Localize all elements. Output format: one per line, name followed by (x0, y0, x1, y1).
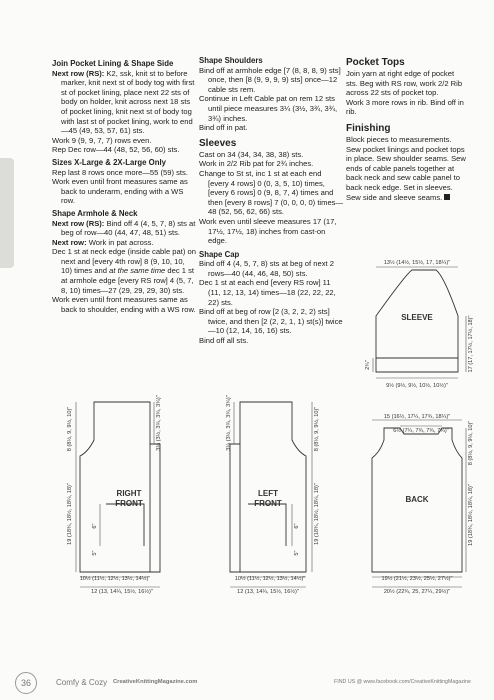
instruction-next-row: Next row (RS): K2, ssk, knit st to before marker, knit next st of body tog with first st of pocket lining, place next 22 sts of body on holder, knit across next 18 sts of pocket lining, knit next st of body tog with last st of pocket lining, work to end—45 (49, 53, 57, 61) sts. (52, 68, 195, 136)
instruction-sizes-rep: Rep last 8 rows once more—55 (59) sts. (52, 167, 188, 177)
instruction-cap3: Bind off at beg of row [2 (3, 2, 2, 2) sts] twice, and then [2 (2, 2, 1, 1) st(s)] twice—10 (12, 14, 16, 16) sts. (199, 307, 343, 336)
instruction-sl1: Cast on 34 (34, 34, 38, 38) sts. (199, 149, 304, 159)
instruction-pt1: Join yarn at right edge of pocket sts. Beg with RS row, work 2/2 Rib across 22 sts of pocket top. (346, 69, 463, 98)
heading-pocket-tops: Pocket Tops (346, 57, 405, 68)
left-front-pocket (248, 504, 286, 546)
instruction-cap4: Bind off all sts. (199, 336, 249, 346)
right-front-pocket (106, 504, 144, 546)
magazine-name: Comfy & Cozy (56, 678, 108, 687)
instruction-next-row-pat: Next row: Work in pat across. (52, 237, 154, 247)
rf-neck-label: 3¼ (3½, 3¾, 3¾, 3¾)" (156, 395, 162, 451)
lf-pocket5-label: 5" (294, 550, 300, 556)
rf-pocket5-label: 5" (92, 550, 98, 556)
rf-label1: RIGHT (116, 489, 142, 498)
sleeve-length-label: 17 (17, 17½, 17½, 18)" (468, 315, 474, 373)
rf-armhole-label: 8 (8½, 9, 9½, 10)" (67, 406, 73, 452)
back-armhole-label: 8 (8½, 9, 9½, 10)" (468, 420, 474, 466)
instruction-sl4: Work even until sleeve measures 17 (17, 17½, 17½, 18) inches from cast-on edge. (199, 216, 337, 246)
back-width2-label: 20½ (22¾, 25, 27¼, 29½)" (383, 589, 451, 595)
right-front-outline (80, 402, 160, 572)
instruction-sizes-work: Work even until front measures same as back to underarm, ending with a WS row. (52, 177, 188, 206)
sleeve-top-label: 13½ (14½, 15½, 17, 18¼)" (383, 260, 451, 266)
left-front-outline (230, 402, 306, 572)
instruction-work9: Work 9 (9, 9, 7, 7) rows even. (52, 135, 152, 145)
facebook-link[interactable]: FIND US @ www.facebook.com/CreativeKnittingMagazine (334, 679, 471, 685)
instruction-sh2: Continue in Left Cable pat on rem 12 sts until piece measures 3¼ (3½, 3¾, 3¾, 3¾) inches. (199, 94, 338, 123)
lf-width2-label: 12 (13, 14¼, 15½, 16½)" (237, 589, 299, 595)
instruction-f2: Sew pocket linings and pocket tops in place. Sew shoulder seams. Sew ends of cable panels together at back neck and sew cable panel to back neck edge. Set in sleeves. Sew side and sleeve seams. (346, 144, 466, 202)
heading-cap: Shape Cap (199, 249, 240, 259)
instruction-sh3: Bind off in pat. (199, 123, 248, 133)
lf-label1: LEFT (258, 489, 278, 498)
rf-width1-label: 10½ (11½, 12½, 13½, 14½)" (79, 576, 151, 582)
page-number: 36 (15, 672, 37, 694)
instruction-f1: Block pieces to measurements. (346, 134, 452, 144)
lf-pocket6-label: 6" (294, 523, 300, 529)
instruction-sh1: Bind off at armhole edge [7 (8, 8, 8, 9) sts] once, then [8 (9, 9, 9, 9) sts] once—12 cable sts rem. (199, 65, 341, 94)
instruction-dec: Dec 1 st at neck edge (inside cable pat) on next and [every 4th row] 8 (9, 10, 10, 10) times and at the same time dec 1 st at armhole edge [every RS row] 4 (5, 7, 8, 10) times—27 (29, 29, 29, 30) sts. (52, 247, 196, 295)
lf-label2: FRONT (254, 499, 282, 508)
instruction-cap2: Dec 1 st at each end [every RS row] 11 (11, 12, 13, 14) times—18 (22, 22, 22, 22) sts. (199, 278, 336, 307)
heading-shoulders: Shape Shoulders (199, 56, 263, 65)
rf-width2-label: 12 (13, 14¼, 15½, 16½)" (91, 589, 153, 595)
lf-width1-label: 10½ (11½, 12½, 13½, 14½)" (234, 576, 306, 582)
heading-finishing: Finishing (346, 122, 391, 134)
lf-armhole-label: 8 (8½, 9, 9½, 10)" (314, 406, 320, 452)
instruction-sl2: Work in 2/2 Rib pat for 2¾ inches. (199, 159, 314, 169)
lf-neck-label: 3¼ (3½, 3¾, 3¾, 3¾)" (226, 395, 232, 451)
sleeve-label: SLEEVE (401, 313, 433, 322)
instruction-work-shoulder: Work even until front measures same as back to shoulder, ending with a WS row. (52, 295, 196, 314)
heading-sizes: Sizes X-Large & 2X-Large Only (52, 157, 166, 167)
instruction-armhole: Next row (RS): Bind off 4 (4, 5, 7, 8) sts at beg of row—40 (44, 47, 48, 51) sts. (52, 218, 196, 238)
rf-length-label: 19 (18¾, 18½, 18¼, 18)" (67, 483, 73, 545)
lf-length-label: 19 (18¾, 18½, 18¼, 18)" (314, 483, 320, 545)
sleeve-cuff-label: 2¾" (365, 360, 371, 370)
footer (0, 665, 494, 695)
instruction-repdec: Rep Dec row—44 (48, 52, 56, 60) sts. (52, 145, 180, 155)
instruction-sl3: Change to St st, inc 1 st at each end [every 4 rows] 0 (0, 3, 5, 10) times, [every 6 rows] 0 (9, 8, 7, 4) times and then [every 8 rows] 7 (0, 0, 0, 0) times—48 (52, 56, 62, 66) sts. (199, 168, 344, 217)
back-top-label: 15 (16½, 17¼, 17¾, 18¼)" (383, 414, 451, 420)
heading-sleeves: Sleeves (199, 137, 237, 149)
rf-pocket6-label: 6" (92, 523, 98, 529)
back-label: BACK (405, 495, 429, 504)
instruction-pt2: Work 3 more rows in rib. Bind off in rib. (346, 97, 464, 117)
rf-label2: FRONT (115, 499, 143, 508)
heading-armhole: Shape Armhole & Neck (52, 208, 138, 218)
website-link[interactable]: CreativeKnittingMagazine.com (113, 679, 198, 685)
back-length-label: 19 (18¾, 18½, 18¼, 18)" (468, 484, 474, 546)
back-neck-label: 6½ (7¼, 7¾, 7¾, 7¾)" (393, 428, 449, 434)
back-width1-label: 19½ (21½, 23½, 25½, 27½)" (381, 576, 453, 582)
heading-pocket-lining: Join Pocket Lining & Shape Side (52, 59, 174, 68)
sleeve-bottom-label: 9½ (9½, 9½, 10½, 10½)" (386, 383, 448, 389)
instruction-cap1: Bind off 4 (4, 5, 7, 8) sts at beg of next 2 rows—40 (44, 46, 48, 50) sts. (199, 259, 334, 278)
